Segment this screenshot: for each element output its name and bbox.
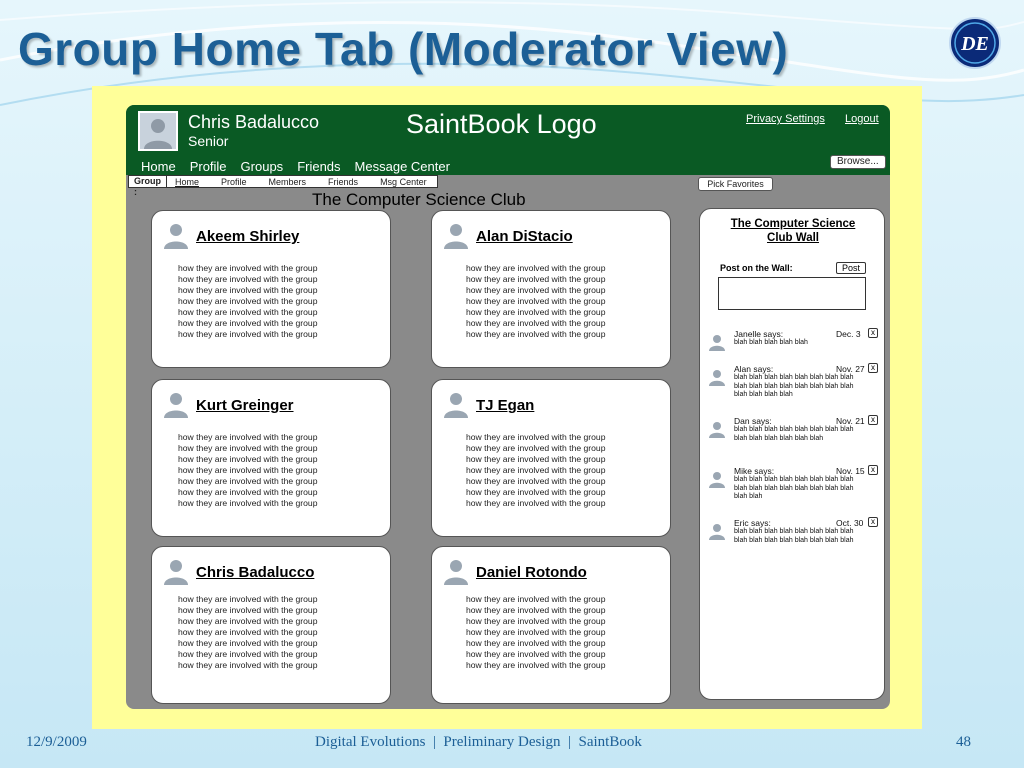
member-name[interactable]: TJ Egan <box>476 397 535 414</box>
member-card <box>151 210 391 368</box>
footer-caption: Digital Evolutions | Preliminary Design | SaintBook <box>315 734 642 750</box>
member-description: how they are involved with the group how they are involved with the group how they are involved with the group how they are involved with the group how they are involved with the group how they are involved with the group how they are involved with the group <box>466 432 606 508</box>
nav-home[interactable]: Home <box>141 159 176 174</box>
post-button[interactable]: Post <box>836 262 866 274</box>
nav-friends[interactable]: Friends <box>297 159 341 174</box>
slide-title: Group Home Tab (Moderator View) <box>18 23 789 75</box>
wall-post-author[interactable]: Janelle says: <box>734 329 784 339</box>
wall-post-author[interactable]: Dan says: <box>734 416 772 426</box>
member-description: how they are involved with the group how they are involved with the group how they are involved with the group how they are involved with the group how they are involved with the group how they are involved with the group how they are involved with the group <box>466 594 606 670</box>
wall-post-text: blah blah blah blah blah blah blah blah blah blah blah blah blah blah <box>734 426 854 442</box>
wall-post-date: Nov. 21 <box>836 416 865 426</box>
delete-post-button[interactable]: x <box>868 517 878 527</box>
user-avatar[interactable] <box>138 111 178 151</box>
site-logo[interactable]: SaintBook Logo <box>406 109 597 139</box>
person-icon <box>442 557 470 585</box>
person-icon <box>708 470 726 488</box>
member-description: how they are involved with the group how they are involved with the group how they are involved with the group how they are involved with the group how they are involved with the group how they are involved with the group how they are involved with the group <box>178 432 318 508</box>
digital-evolutions-logo <box>948 16 1002 70</box>
delete-post-button[interactable]: x <box>868 465 878 475</box>
logout-link[interactable]: Logout <box>845 113 879 125</box>
person-icon <box>162 221 190 249</box>
club-title: The Computer Science Club <box>312 190 526 209</box>
wall-post-text: blah blah blah blah blah blah blah blah blah blah blah blah blah blah blah blah blah blah blah blah <box>734 374 854 399</box>
wall-post-text: blah blah blah blah blah blah blah blah blah blah blah blah blah blah blah blah <box>734 528 854 544</box>
member-card <box>151 379 391 537</box>
member-card <box>431 210 671 368</box>
member-name[interactable]: Daniel Rotondo <box>476 564 587 581</box>
delete-post-button[interactable]: x <box>868 363 878 373</box>
nav-profile[interactable]: Profile <box>189 159 227 174</box>
person-icon <box>708 420 726 438</box>
person-icon <box>708 522 726 540</box>
member-card <box>151 546 391 704</box>
person-icon <box>708 368 726 386</box>
person-icon <box>162 557 190 585</box>
group-tab-friends[interactable]: Friends <box>328 176 359 187</box>
page-number: 48 <box>956 734 971 750</box>
member-name[interactable]: Alan DiStacio <box>476 228 573 245</box>
pick-favorites-button[interactable]: Pick Favorites <box>698 177 773 191</box>
group-nav-label: Group : <box>129 176 167 187</box>
member-card <box>431 546 671 704</box>
wall-post-text: blah blah blah blah blah <box>734 339 808 346</box>
member-card <box>431 379 671 537</box>
person-icon <box>140 113 176 149</box>
site-header <box>126 105 890 175</box>
group-tab-msg-center[interactable]: Msg Center <box>380 176 427 187</box>
club-wall <box>699 208 885 700</box>
wall-post-input[interactable] <box>718 277 866 310</box>
nav-groups[interactable]: Groups <box>240 159 284 174</box>
footer-date: 12/9/2009 <box>26 734 87 750</box>
wall-post-author[interactable]: Alan says: <box>734 364 774 374</box>
logo-text: DE <box>961 33 989 55</box>
group-tab-profile[interactable]: Profile <box>221 176 247 187</box>
saintbook-mockup <box>126 105 890 709</box>
user-name[interactable]: Chris Badalucco <box>188 112 320 132</box>
wall-post-author[interactable]: Mike says: <box>734 466 775 476</box>
user-role: Senior <box>188 133 229 149</box>
member-description: how they are involved with the group how they are involved with the group how they are involved with the group how they are involved with the group how they are involved with the group how they are involved with the group how they are involved with the group <box>178 263 318 339</box>
wall-post-author[interactable]: Eric says: <box>734 518 771 528</box>
person-icon <box>162 390 190 418</box>
group-tab-members[interactable]: Members <box>268 176 307 187</box>
wall-post-date: Nov. 15 <box>836 466 865 476</box>
member-name[interactable]: Kurt Greinger <box>196 397 294 414</box>
post-on-wall-label: Post on the Wall: <box>720 263 793 273</box>
main-nav <box>141 159 450 174</box>
person-icon <box>442 221 470 249</box>
group-sub-nav <box>128 175 438 197</box>
member-description: how they are involved with the group how they are involved with the group how they are involved with the group how they are involved with the group how they are involved with the group how they are involved with the group how they are involved with the group <box>178 594 318 670</box>
delete-post-button[interactable]: x <box>868 328 878 338</box>
wall-title: The Computer Science Club Wall <box>730 218 856 244</box>
person-icon <box>442 390 470 418</box>
browse-button[interactable]: Browse... <box>830 155 886 169</box>
wall-post-date: Dec. 3 <box>836 329 861 339</box>
person-icon <box>708 333 726 351</box>
wall-post-date: Nov. 27 <box>836 364 865 374</box>
wall-post-text: blah blah blah blah blah blah blah blah blah blah blah blah blah blah blah blah blah blah <box>734 476 854 501</box>
member-description: how they are involved with the group how they are involved with the group how they are involved with the group how they are involved with the group how they are involved with the group how they are involved with the group how they are involved with the group <box>466 263 606 339</box>
member-name[interactable]: Akeem Shirley <box>196 228 300 245</box>
group-tab-home[interactable]: Home <box>175 176 200 187</box>
privacy-settings-link[interactable]: Privacy Settings <box>746 113 825 125</box>
member-name[interactable]: Chris Badalucco <box>196 564 315 581</box>
wall-post-date: Oct. 30 <box>836 518 864 528</box>
delete-post-button[interactable]: x <box>868 415 878 425</box>
nav-message-center[interactable]: Message Center <box>354 159 450 174</box>
